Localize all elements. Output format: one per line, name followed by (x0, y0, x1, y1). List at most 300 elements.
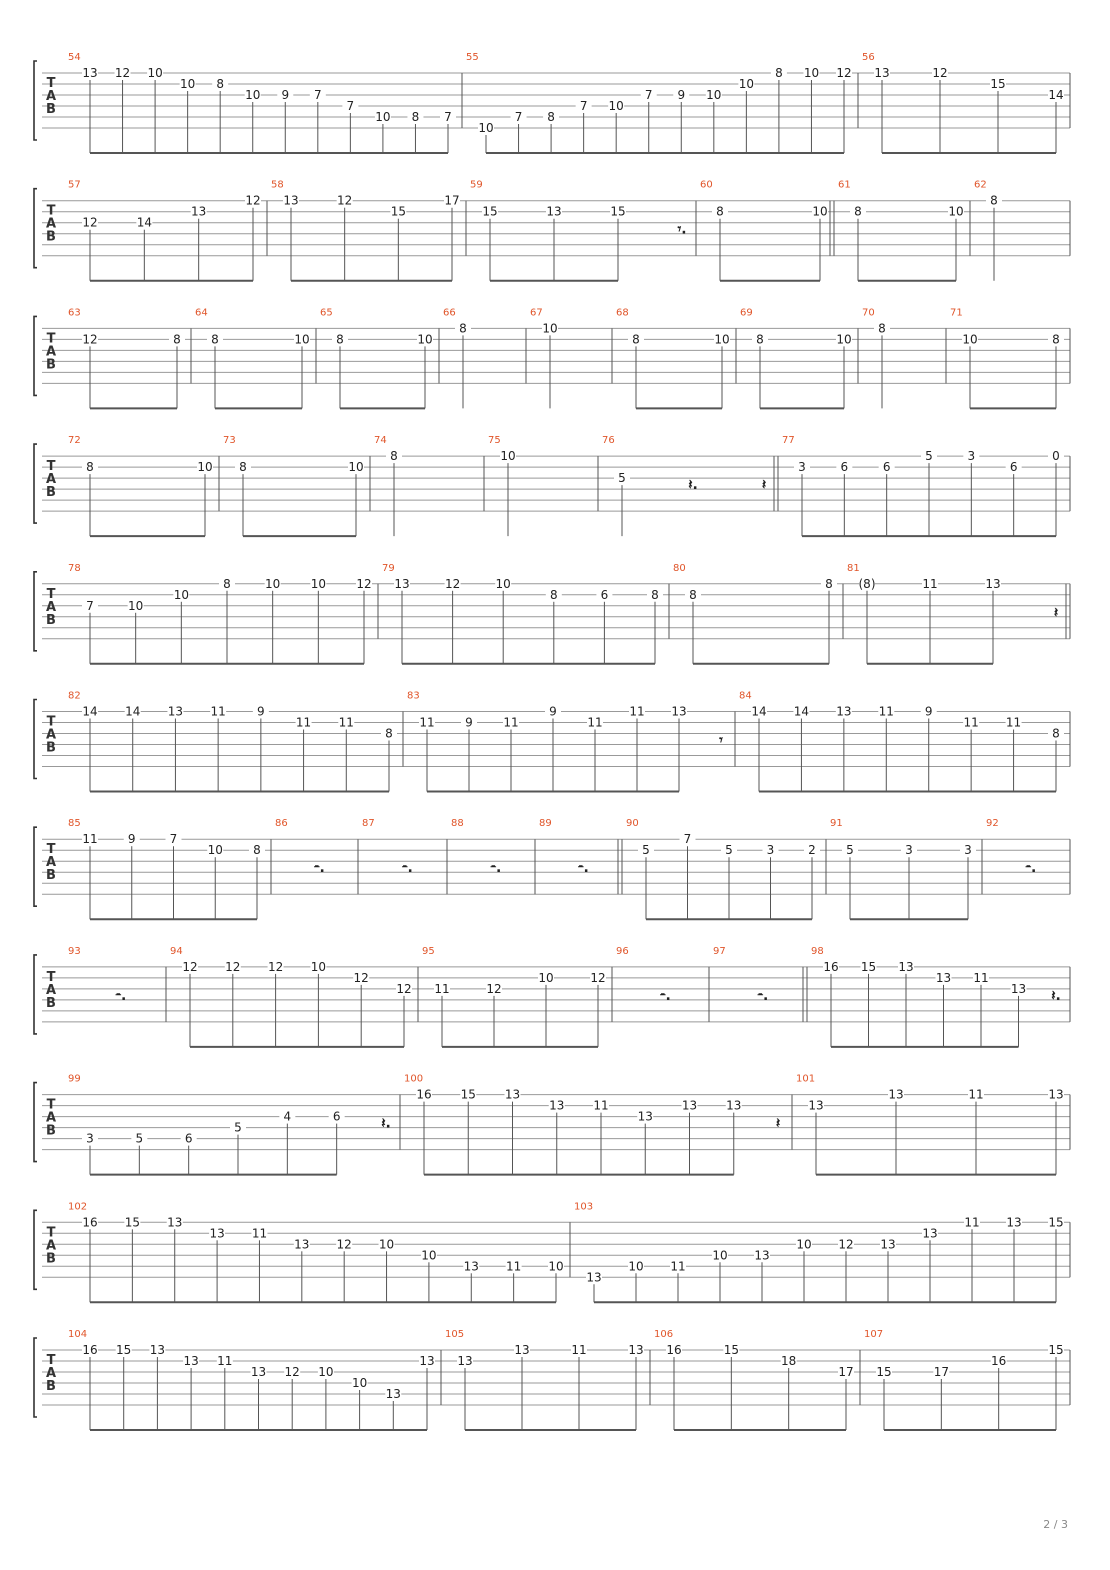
fret-number: 11 (968, 1087, 984, 1102)
tab-clef-letter: B (46, 229, 56, 245)
fret-number: 7 (644, 88, 653, 102)
fret-number: 10 (538, 970, 554, 985)
fret-number: 11 (964, 1215, 980, 1230)
tab-clef-letter: A (45, 855, 57, 871)
rest-symbol: 𝄼. (314, 860, 325, 877)
system-bracket (34, 700, 37, 779)
fret-number: 10 (197, 460, 213, 475)
fret-number: 8 (756, 332, 764, 347)
tab-clef-letter: A (45, 982, 57, 998)
fret-number: 3 (967, 449, 976, 464)
rest-symbol: 𝄽. (1051, 987, 1061, 1004)
fret-number: 8 (390, 449, 398, 464)
fret-number: 14 (1048, 88, 1064, 102)
fret-number: 6 (1009, 460, 1018, 475)
fret-number: 9 (549, 704, 557, 719)
fret-number: 11 (217, 1354, 233, 1368)
measure-number: 56 (862, 52, 875, 63)
tab-clef-letter: T (46, 714, 56, 730)
fret-number: 6 (882, 460, 891, 475)
fret-number: 7 (86, 598, 94, 613)
fret-number: 13 (836, 704, 852, 719)
tab-clef-letter: T (46, 331, 56, 347)
fret-number: 10 (542, 321, 558, 336)
rest-symbol: 𝄾 (719, 732, 723, 749)
fret-number: 8 (216, 77, 225, 91)
fret-number: 10 (796, 1237, 812, 1252)
measure-number: 89 (539, 818, 552, 830)
fret-number: 13 (504, 1087, 521, 1102)
fret-number: 8 (173, 332, 181, 347)
fret-number: 13 (671, 704, 687, 719)
fret-number: 10 (548, 1259, 564, 1274)
fret-number: 12 (836, 66, 852, 80)
fret-number: 8 (825, 576, 833, 591)
fret-number: 11 (593, 1098, 609, 1113)
fret-number: 10 (207, 843, 223, 858)
fret-number: 13 (922, 1226, 938, 1241)
fret-number: 5 (925, 449, 933, 464)
fret-number: 9 (281, 88, 290, 102)
fret-number: 12 (444, 576, 461, 591)
fret-number: 10 (803, 66, 820, 80)
fret-number: 9 (677, 88, 686, 102)
fret-number: 8 (547, 110, 555, 124)
measure-number: 80 (673, 562, 686, 574)
measure-number: 106 (654, 1329, 674, 1340)
fret-number: 10 (608, 99, 624, 113)
fret-number: 7 (169, 832, 178, 847)
fret-number: 3 (964, 843, 972, 858)
fret-number: 7 (579, 99, 588, 113)
fret-number: 10 (179, 77, 196, 91)
tab-clef-letter: A (45, 472, 57, 488)
fret-number: 6 (332, 1109, 341, 1124)
fret-number: 14 (793, 704, 810, 719)
fret-number: 10 (500, 449, 516, 464)
measure-number: 59 (470, 179, 483, 191)
fret-number: 13 (681, 1098, 698, 1113)
fret-number: 12 (82, 215, 98, 230)
fret-number: 15 (482, 204, 498, 219)
fret-number: 12 (82, 332, 98, 347)
fret-number: 10 (294, 332, 310, 347)
rest-symbol: 𝄽. (688, 477, 698, 494)
tab-clef-letter: T (46, 203, 56, 219)
fret-number: 7 (683, 832, 692, 847)
measure-number: 85 (68, 818, 81, 830)
fret-number: 11 (251, 1226, 268, 1241)
measure-number: 63 (68, 307, 81, 319)
rest-symbol: 𝄼. (402, 860, 413, 877)
fret-number: 10 (706, 88, 722, 102)
measure-number: 101 (796, 1073, 816, 1085)
fret-number: 10 (128, 598, 144, 613)
measure-number: 64 (195, 307, 208, 319)
rest-symbol: 𝄽. (381, 1115, 391, 1132)
system-bracket (34, 1083, 37, 1162)
measure-number: 74 (374, 435, 387, 447)
fret-number: 8 (716, 204, 724, 219)
fret-number: 12 (284, 1365, 300, 1379)
fret-number: 4 (283, 1109, 292, 1124)
tab-clef-letter: T (46, 1353, 56, 1368)
system-bracket (34, 827, 37, 906)
rest-symbol: 𝄼. (660, 987, 671, 1004)
measure-number: 66 (443, 307, 456, 319)
measure-number: 103 (574, 1201, 594, 1213)
measure-number: 73 (223, 435, 236, 447)
fret-number: 11 (434, 981, 450, 996)
system-bracket (34, 61, 37, 140)
rest-symbol: 𝄼. (490, 860, 502, 877)
fret-number: 6 (840, 460, 849, 475)
fret-number: 15 (990, 77, 1006, 91)
measure-number: 95 (422, 945, 435, 957)
fret-number: 10 (714, 332, 730, 347)
fret-number: 7 (514, 110, 523, 124)
measure-number: 61 (838, 179, 851, 191)
fret-number: 12 (267, 959, 284, 974)
measure-number: 58 (271, 179, 284, 191)
fret-number: 13 (1006, 1215, 1022, 1230)
fret-number: 12 (590, 970, 606, 985)
fret-number: 10 (478, 121, 494, 135)
fret-number: 9 (127, 832, 136, 847)
system-bracket (34, 955, 37, 1034)
fret-number: 13 (385, 1387, 401, 1401)
measure-number: 97 (713, 945, 726, 957)
fret-number: 16 (82, 1343, 98, 1357)
fret-number: 13 (191, 204, 207, 219)
fret-number: 13 (419, 1354, 435, 1368)
fret-number: 8 (239, 460, 247, 475)
measure-number: 102 (68, 1201, 88, 1213)
fret-number: 13 (808, 1098, 824, 1113)
fret-number: 3 (86, 1131, 94, 1146)
fret-number: 10 (310, 576, 326, 591)
fret-number: 8 (549, 587, 558, 602)
measure-number: 55 (466, 52, 479, 63)
fret-number: 14 (82, 704, 98, 719)
fret-number: 13 (888, 1087, 904, 1102)
measure-number: 60 (700, 179, 713, 191)
tab-clef-letter: B (46, 485, 56, 501)
fret-number: 10 (738, 77, 755, 91)
fret-number: 0 (1052, 449, 1060, 464)
measure-number: 94 (170, 945, 183, 957)
rest-symbol: 𝄽 (1053, 604, 1059, 621)
fret-number: (8) (858, 576, 876, 591)
fret-number: 8 (854, 204, 862, 219)
fret-number: 11 (338, 715, 354, 730)
fret-number: 15 (876, 1365, 892, 1379)
fret-number: 16 (82, 1215, 98, 1230)
fret-number: 13 (874, 66, 890, 80)
fret-number: 11 (973, 970, 989, 985)
system-bracket (34, 316, 37, 395)
fret-number: 9 (465, 715, 473, 730)
tab-clef-letter: T (46, 586, 56, 602)
fret-number: 11 (587, 715, 603, 730)
measure-number: 69 (740, 307, 753, 319)
page-number: 2 / 3 (1043, 1518, 1068, 1531)
fret-number: 11 (963, 715, 979, 730)
fret-number: 15 (460, 1087, 476, 1102)
measure-number: 100 (404, 1073, 424, 1085)
fret-number: 8 (775, 66, 783, 80)
fret-number: 15 (124, 1215, 141, 1230)
fret-number: 12 (245, 193, 261, 208)
fret-number: 15 (116, 1343, 132, 1357)
fret-number: 5 (642, 843, 650, 858)
fret-number: 7 (346, 99, 355, 113)
fret-number: 10 (421, 1248, 437, 1263)
rest-symbol: 𝄽 (775, 1115, 781, 1132)
measure-number: 96 (616, 945, 629, 957)
fret-number: 11 (670, 1259, 686, 1274)
tab-clef-letter: T (46, 1225, 56, 1241)
measure-number: 77 (782, 435, 795, 447)
fret-number: 8 (459, 321, 467, 336)
fret-number: 7 (444, 110, 452, 124)
fret-number: 13 (82, 66, 98, 80)
fret-number: 16 (823, 959, 839, 974)
fret-number: 7 (313, 88, 322, 102)
fret-number: 14 (136, 215, 152, 230)
fret-number: 10 (836, 332, 852, 347)
fret-number: 13 (586, 1270, 602, 1285)
fret-number: 8 (223, 576, 231, 591)
fret-number: 11 (503, 715, 519, 730)
measure-number: 79 (382, 562, 395, 574)
measure-number: 75 (488, 435, 501, 447)
measure-number: 72 (68, 435, 81, 447)
fret-number: 12 (114, 66, 131, 80)
fret-number: 13 (1010, 981, 1027, 996)
fret-number: 10 (375, 110, 391, 124)
measure-number: 104 (68, 1329, 88, 1340)
fret-number: 13 (935, 970, 952, 985)
fret-number: 17 (933, 1365, 949, 1379)
fret-number: 11 (505, 1259, 522, 1274)
system-bracket (34, 1210, 37, 1289)
fret-number: 13 (149, 1343, 166, 1357)
tab-clef-letter: B (46, 357, 56, 373)
fret-number: 13 (628, 1343, 644, 1357)
fret-number: 12 (838, 1237, 854, 1252)
fret-number: 14 (751, 704, 767, 719)
fret-number: 11 (922, 576, 938, 591)
measure-number: 98 (811, 945, 824, 957)
fret-number: 10 (245, 88, 261, 102)
measure-number: 78 (68, 562, 81, 574)
tab-clef-letter: T (46, 76, 56, 91)
fret-number: 10 (173, 587, 189, 602)
tab-clef-letter: B (46, 102, 56, 117)
fret-number: 12 (932, 66, 948, 80)
fret-number: 8 (253, 843, 261, 858)
fret-number: 13 (985, 576, 1001, 591)
tab-clef-letter: A (45, 1110, 57, 1126)
fret-number: 16 (666, 1343, 682, 1357)
fret-number: 13 (294, 1237, 310, 1252)
fret-number: 8 (632, 332, 640, 347)
fret-number: 5 (725, 843, 733, 858)
fret-number: 8 (211, 332, 219, 347)
measure-number: 81 (847, 562, 860, 574)
fret-number: 11 (878, 704, 894, 719)
fret-number: 11 (571, 1343, 587, 1357)
fret-number: 12 (486, 981, 502, 996)
fret-number: 11 (1005, 715, 1022, 730)
measure-number: 57 (68, 179, 81, 191)
fret-number: 10 (417, 332, 433, 347)
measure-number: 91 (830, 818, 843, 830)
system-bracket (34, 1338, 37, 1417)
fret-number: 15 (723, 1343, 739, 1357)
fret-number: 12 (225, 959, 241, 974)
tab-clef-letter: T (46, 459, 56, 475)
fret-number: 2 (808, 843, 816, 858)
fret-number: 11 (419, 715, 435, 730)
fret-number: 15 (390, 204, 406, 219)
fret-number: 13 (1048, 1087, 1064, 1102)
fret-number: 12 (353, 970, 369, 985)
fret-number: 13 (549, 1098, 565, 1113)
fret-number: 12 (356, 576, 372, 591)
fret-number: 10 (351, 1376, 368, 1390)
measure-number: 68 (616, 307, 629, 319)
rest-symbol: 𝄾. (677, 221, 687, 238)
fret-number: 16 (991, 1354, 1007, 1368)
rest-symbol: 𝄼. (757, 987, 769, 1004)
fret-number: 18 (781, 1354, 797, 1368)
tab-clef-letter: T (46, 969, 56, 985)
fret-number: 14 (125, 704, 141, 719)
measure-number: 83 (407, 690, 420, 702)
measure-number: 99 (68, 1073, 81, 1085)
fret-number: 11 (629, 704, 645, 719)
tab-clef-letter: A (45, 599, 57, 615)
measure-number: 76 (602, 435, 615, 447)
measure-number: 82 (68, 690, 81, 702)
fret-number: 12 (336, 1237, 352, 1252)
fret-number: 8 (336, 332, 344, 347)
tab-clef-letter: B (46, 612, 56, 628)
fret-number: 10 (147, 66, 163, 80)
fret-number: 6 (184, 1131, 193, 1146)
fret-number: 3 (766, 843, 775, 858)
tab-clef-letter: B (46, 1123, 56, 1139)
tab-clef-letter: B (46, 1379, 56, 1394)
fret-number: 13 (637, 1109, 653, 1124)
measure-number: 88 (451, 818, 464, 830)
fret-number: 8 (1052, 726, 1060, 741)
measure-number: 107 (864, 1329, 884, 1340)
rest-symbol: 𝄼. (115, 987, 127, 1004)
tab-clef-letter: B (46, 740, 56, 756)
fret-number: 13 (754, 1248, 770, 1263)
fret-number: 13 (283, 193, 299, 208)
measure-number: 90 (626, 818, 639, 830)
measure-number: 62 (974, 179, 987, 191)
fret-number: 8 (878, 321, 886, 336)
measure-number: 67 (530, 307, 543, 319)
fret-number: 10 (962, 332, 978, 347)
fret-number: 10 (265, 576, 281, 591)
tab-clef-letter: A (45, 1238, 57, 1254)
measure-number: 84 (739, 690, 752, 702)
fret-number: 11 (295, 715, 312, 730)
fret-number: 6 (600, 587, 609, 602)
fret-number: 12 (396, 981, 412, 996)
fret-number: 10 (628, 1259, 644, 1274)
fret-number: 10 (712, 1248, 728, 1263)
fret-number: 8 (990, 193, 998, 208)
fret-number: 13 (167, 1215, 183, 1230)
rest-symbol: 𝄽 (761, 477, 767, 494)
measure-number: 71 (950, 307, 963, 319)
fret-number: 17 (838, 1365, 854, 1379)
fret-number: 13 (463, 1259, 479, 1274)
fret-number: 10 (318, 1365, 334, 1379)
fret-number: 10 (378, 1237, 395, 1252)
fret-number: 13 (394, 576, 410, 591)
tab-clef-letter: A (45, 216, 57, 232)
measure-number: 86 (275, 818, 288, 830)
fret-number: 13 (250, 1365, 267, 1379)
fret-number: 12 (182, 959, 198, 974)
fret-number: 12 (337, 193, 353, 208)
fret-number: 5 (618, 471, 626, 486)
measure-number: 65 (320, 307, 333, 319)
fret-number: 8 (86, 460, 94, 475)
fret-number: 13 (457, 1354, 473, 1368)
tab-clef-letter: A (45, 89, 57, 104)
fret-number: 13 (183, 1354, 199, 1368)
fret-number: 15 (610, 204, 626, 219)
measure-number: 87 (362, 818, 375, 830)
tab-clef-letter: A (45, 1366, 57, 1381)
fret-number: 13 (880, 1237, 896, 1252)
fret-number: 10 (348, 460, 364, 475)
fret-number: 11 (82, 832, 98, 847)
fret-number: 9 (257, 704, 265, 719)
measure-number: 105 (445, 1329, 465, 1340)
tab-clef-letter: B (46, 868, 56, 884)
system-bracket (34, 572, 37, 651)
measure-number: 70 (862, 307, 875, 319)
tab-clef-letter: B (46, 1251, 56, 1267)
measure-number: 92 (986, 818, 999, 830)
fret-number: 15 (860, 959, 877, 974)
measure-number: 93 (68, 945, 81, 957)
tab-clef-letter: T (46, 1097, 56, 1113)
rest-symbol: 𝄼. (578, 860, 589, 877)
rest-symbol: 𝄼. (1025, 860, 1037, 877)
fret-number: 13 (726, 1098, 742, 1113)
fret-number: 13 (167, 704, 184, 719)
fret-number: 13 (898, 959, 914, 974)
fret-number: 8 (651, 587, 659, 602)
tab-clef-letter: A (45, 344, 57, 360)
tab-clef-letter: T (46, 842, 56, 858)
fret-number: 17 (444, 193, 460, 208)
fret-number: 10 (310, 959, 327, 974)
fret-number: 8 (411, 110, 420, 124)
fret-number: 5 (234, 1120, 242, 1135)
